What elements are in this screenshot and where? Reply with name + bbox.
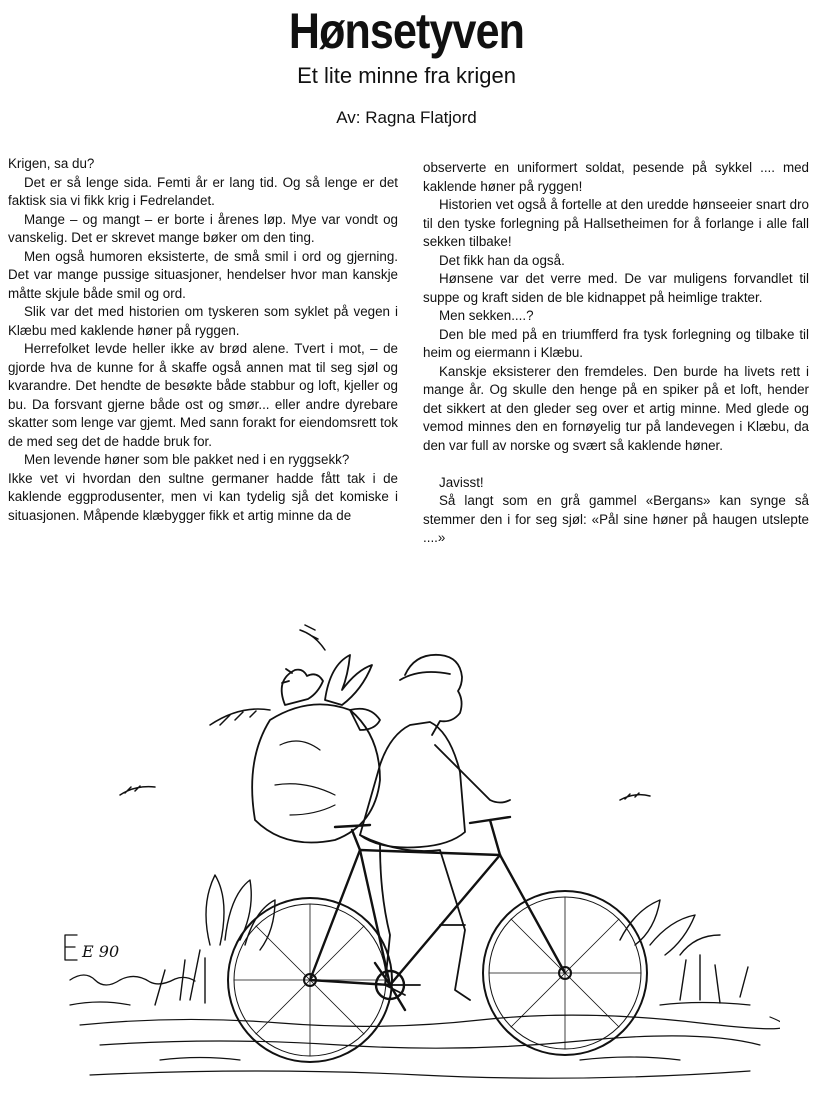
paragraph: Historien vet også å fortelle at den uredde hønseeier snart dro til den tyske forlegning på Hallsetheimen for å forlange i alle fall sekken tilbake!	[423, 197, 809, 249]
article-subtitle: Et lite minne fra krigen	[297, 63, 516, 88]
paragraph: Slik var det med historien om tyskeren som syklet på vegen i Klæbu med kaklende høner på ryggen.	[8, 304, 398, 338]
left-column	[8, 155, 398, 525]
bicycle-wheels	[228, 891, 647, 1062]
paragraph: Mange – og mangt – er borte i årenes løp. Mye var vondt og vanskelig. Det er skrevet mange bøker om den ting.	[8, 211, 398, 245]
right-column	[423, 159, 809, 548]
paragraph: Ikke vet vi hvordan den sultne germaner hadde fått tak i de kaklende eggprodusenter, men vi kan tydelig sjå det komiske i situasjonen. Måpende klæbygger fikk et artig minne da de	[8, 470, 398, 523]
paragraph: Så langt som en grå gammel «Bergans» kan synge så stemmer den i for seg sjøl: «Pål sine høner på haugen utslepte ....»	[423, 493, 809, 545]
paragraph: Men levende høner som ble pakket ned i en ryggsekk?	[24, 452, 350, 467]
artist-signature	[65, 935, 195, 985]
signature-text: E 90	[82, 942, 120, 961]
paragraph: Men også humoren eksisterte, de små smil i ord og gjerning. Det var mange pussige situasjoner, hendelser hvor man kanskje måtte skjule både smil og ord.	[8, 248, 398, 301]
paragraph: observerte en uniformert soldat, pesende på sykkel .... med kaklende høner på ryggen!	[423, 160, 809, 194]
paragraph: Hønsene var det verre med. De var muligens forvandlet til suppe og kraft siden de ble kidnappet på heimlige trakter.	[423, 271, 809, 305]
backpack-with-hens	[252, 655, 380, 843]
paragraph: Herrefolket levde heller ikke av brød alene. Tvert i mot, – de gjorde hva de kunne for å skaffe også annen mat til seg sjøl og kvarandre. Det hendte de besøkte både stabbur og loft, kjeller og bu. Da forsvant gjerne både ost og smør... eller andre dyrebare skatter som lenge var gjemt. Med sann forakt for eiendomsrett tok de med seg det de hadde bruk for.	[8, 341, 398, 449]
paragraph: Den ble med på en triumfferd fra tysk forlegning og tilbake til heim og eiermann i Klæbu.	[423, 326, 809, 360]
article-byline: Av: Ragna Flatjord	[336, 108, 477, 127]
bicycle-frame	[310, 817, 565, 1010]
paragraph: Javisst!	[439, 474, 484, 490]
paragraph: Men sekken....?	[439, 308, 534, 323]
bushes	[155, 875, 748, 1005]
soldier-on-bicycle-illustration	[60, 605, 780, 1105]
paragraph: Det er så lenge sida. Femti år er lang tid. Og så lenge er det faktisk sia vi fikk krig i Fedrelandet.	[8, 174, 398, 208]
paragraph: Krigen, sa du?	[8, 156, 95, 171]
paragraph: Det fikk han da også.	[439, 252, 565, 268]
feathers	[120, 625, 650, 800]
article-title: Hønsetyven	[288, 3, 525, 59]
ground-lines	[70, 1002, 780, 1078]
paragraph: Kanskje eksisterer den fremdeles. Den burde ha livets rett i mange år. Og skulle den henge på en spiker på et loft, hender det sikkert at den gleder seg over et artig minne. Med glede og vemod minnes den en fornøyelig tur på landevegen i Klæbu, da den var full av norske og svært så kaklende høner.	[423, 363, 809, 453]
